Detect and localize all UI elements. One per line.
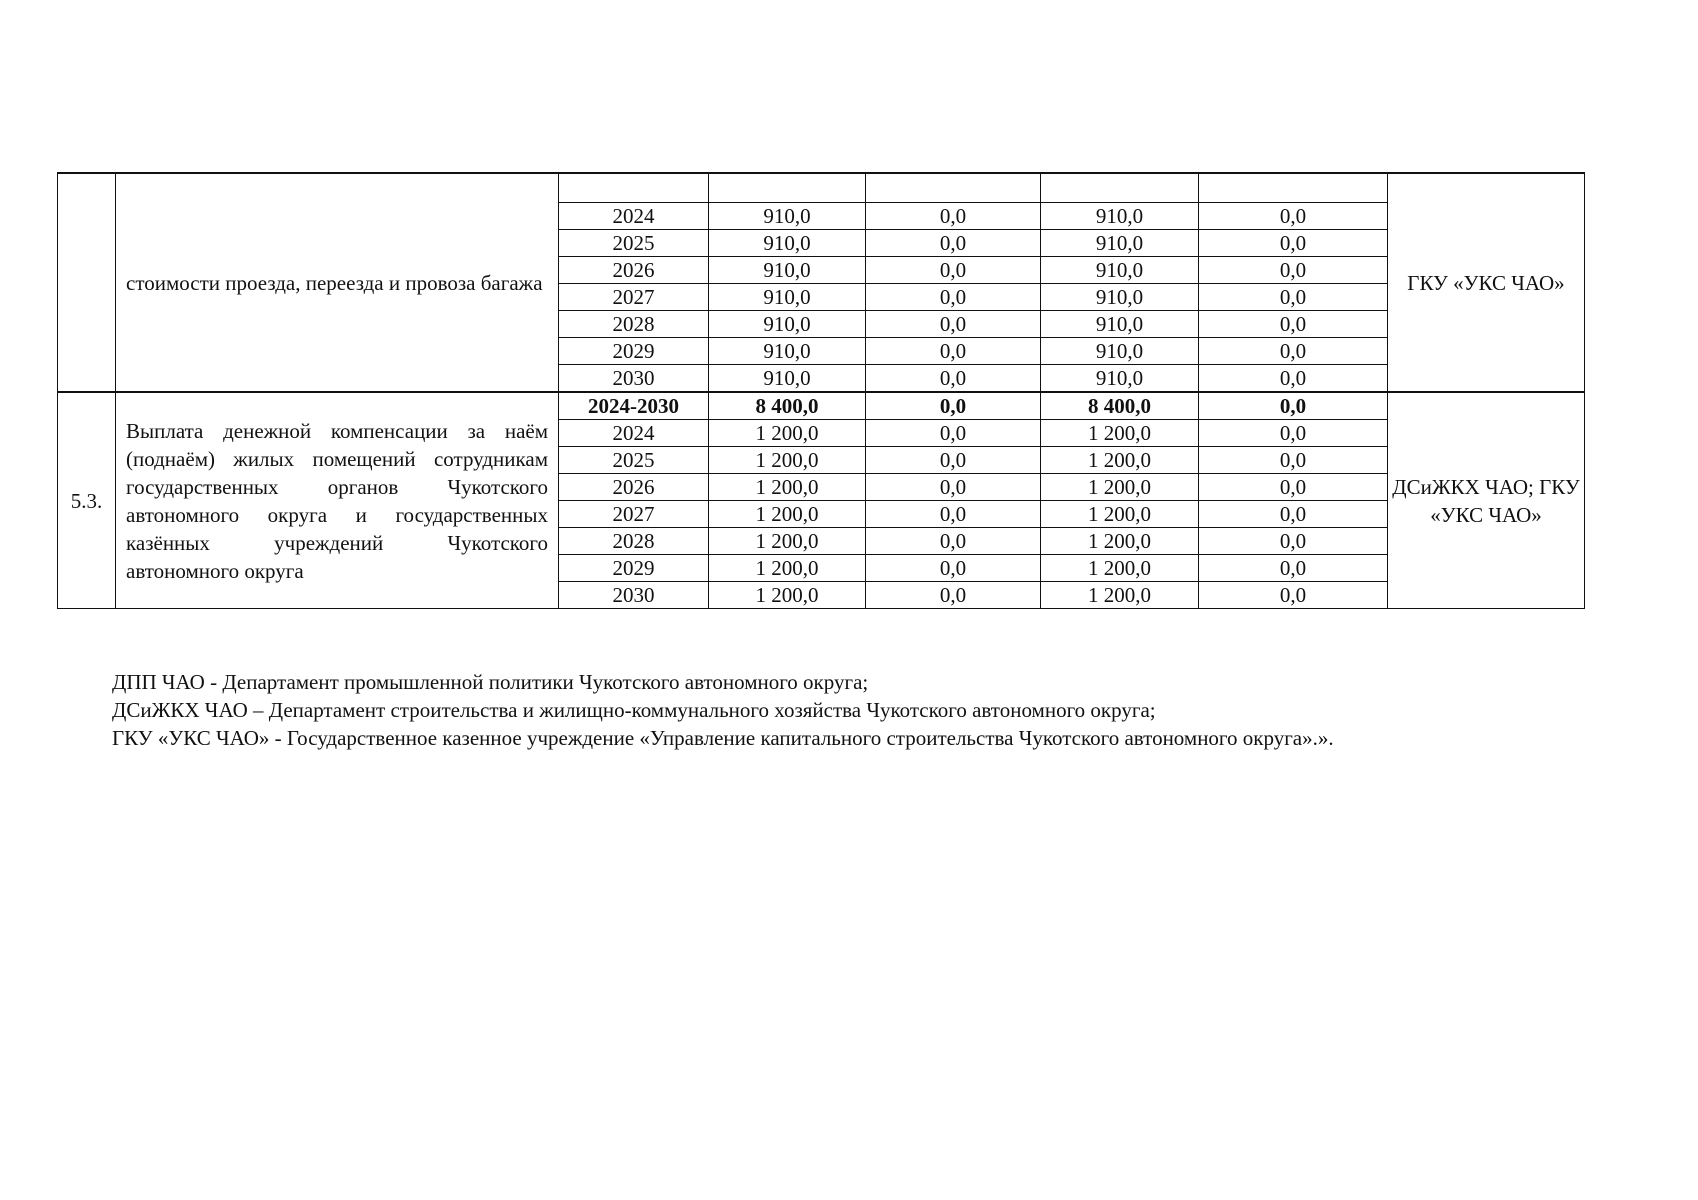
period-cell: 2024: [559, 203, 709, 230]
funding-cell: 0,0: [866, 420, 1041, 447]
total-cell: 1 200,0: [709, 474, 866, 501]
responsible-text: ДСиЖКХ ЧАО; ГКУ «УКС ЧАО»: [1392, 474, 1580, 527]
funding-cell: 0,0: [1199, 420, 1388, 447]
funding-cell: 0,0: [1199, 501, 1388, 528]
note-line: ДПП ЧАО - Департамент промышленной политики Чукотского автономного округа;: [112, 670, 869, 694]
funding-cell: 0,0: [1199, 257, 1388, 284]
responsible-text: ГКУ «УКС ЧАО»: [1407, 270, 1565, 295]
item-number: 5.3.: [70, 488, 103, 513]
period-cell: 2027: [559, 501, 709, 528]
table-row: [58, 392, 1585, 420]
funding-cell: 0,0: [866, 203, 1041, 230]
funding-cell: 0,0: [866, 257, 1041, 284]
total-cell: 910,0: [709, 365, 866, 393]
funding-cell: 0,0: [1199, 365, 1388, 393]
total-cell: [709, 173, 866, 203]
funding-cell: 910,0: [1041, 230, 1199, 257]
total-cell: 1 200,0: [709, 447, 866, 474]
period-cell: 2029: [559, 338, 709, 365]
period-cell: 2025: [559, 447, 709, 474]
funding-cell: 1 200,0: [1041, 474, 1199, 501]
funding-cell: 910,0: [1041, 203, 1199, 230]
item-number-cell: [58, 173, 116, 392]
total-cell: 1 200,0: [709, 555, 866, 582]
total-cell: 1 200,0: [709, 501, 866, 528]
responsible-cell: [1388, 173, 1585, 392]
period-cell: 2024-2030: [559, 392, 709, 420]
funding-cell: 910,0: [1041, 257, 1199, 284]
funding-cell: 0,0: [866, 338, 1041, 365]
total-cell: 1 200,0: [709, 528, 866, 555]
funding-cell: 1 200,0: [1041, 447, 1199, 474]
item-number-cell: [58, 392, 116, 609]
item-name-cell: [116, 392, 559, 609]
period-cell: 2030: [559, 365, 709, 393]
funding-cell: 0,0: [1199, 284, 1388, 311]
total-cell: 910,0: [709, 284, 866, 311]
total-cell: 910,0: [709, 203, 866, 230]
funding-cell: 0,0: [866, 474, 1041, 501]
funding-cell: 910,0: [1041, 284, 1199, 311]
funding-cell: 0,0: [866, 230, 1041, 257]
note-line: ГКУ «УКС ЧАО» - Государственное казенное учреждение «Управление капитального строительства Чукотского автономного округа».».: [112, 726, 1334, 750]
funding-cell: 0,0: [1199, 555, 1388, 582]
budget-table: [57, 172, 1585, 609]
funding-cell: 1 200,0: [1041, 528, 1199, 555]
funding-cell: 0,0: [866, 365, 1041, 393]
period-cell: [559, 173, 709, 203]
total-cell: 1 200,0: [709, 582, 866, 609]
funding-cell: 0,0: [1199, 528, 1388, 555]
funding-cell: 0,0: [866, 392, 1041, 420]
period-cell: 2026: [559, 474, 709, 501]
funding-cell: 0,0: [1199, 311, 1388, 338]
funding-cell: 0,0: [1199, 392, 1388, 420]
note-line: ДСиЖКХ ЧАО – Департамент строительства и жилищно-коммунального хозяйства Чукотского автономного округа;: [112, 698, 1156, 722]
item-name-cell: [116, 173, 559, 392]
funding-cell: 8 400,0: [1041, 392, 1199, 420]
funding-cell: 0,0: [866, 311, 1041, 338]
funding-cell: [1041, 173, 1199, 203]
funding-cell: 0,0: [1199, 582, 1388, 609]
period-cell: 2028: [559, 311, 709, 338]
funding-cell: 0,0: [1199, 447, 1388, 474]
funding-cell: 0,0: [866, 447, 1041, 474]
abbreviation-notes: [112, 668, 1334, 752]
period-cell: 2029: [559, 555, 709, 582]
funding-cell: 0,0: [866, 528, 1041, 555]
funding-cell: [866, 173, 1041, 203]
funding-cell: 910,0: [1041, 311, 1199, 338]
table-row: [58, 173, 1585, 203]
funding-cell: 0,0: [866, 501, 1041, 528]
funding-cell: 0,0: [1199, 474, 1388, 501]
funding-cell: 910,0: [1041, 338, 1199, 365]
funding-cell: 1 200,0: [1041, 555, 1199, 582]
period-cell: 2026: [559, 257, 709, 284]
period-cell: 2028: [559, 528, 709, 555]
funding-cell: 1 200,0: [1041, 582, 1199, 609]
funding-cell: 910,0: [1041, 365, 1199, 393]
funding-cell: [1199, 173, 1388, 203]
responsible-cell: [1388, 392, 1585, 609]
item-name: стоимости проезда, переезда и провоза багажа: [126, 270, 543, 295]
period-cell: 2030: [559, 582, 709, 609]
total-cell: 910,0: [709, 257, 866, 284]
period-cell: 2025: [559, 230, 709, 257]
total-cell: 910,0: [709, 338, 866, 365]
funding-cell: 0,0: [1199, 230, 1388, 257]
funding-cell: 0,0: [1199, 338, 1388, 365]
item-name: Выплата денежной компенсации за наём (поднаём) жилых помещений сотрудникам государственных органов Чукотского автономного округа и государственных казённых учреждений Чукотского автономного округа: [126, 418, 548, 583]
total-cell: 910,0: [709, 311, 866, 338]
funding-cell: 0,0: [866, 555, 1041, 582]
total-cell: 910,0: [709, 230, 866, 257]
total-cell: 1 200,0: [709, 420, 866, 447]
total-cell: 8 400,0: [709, 392, 866, 420]
period-cell: 2024: [559, 420, 709, 447]
period-cell: 2027: [559, 284, 709, 311]
funding-cell: 1 200,0: [1041, 501, 1199, 528]
funding-cell: 0,0: [866, 284, 1041, 311]
funding-cell: 1 200,0: [1041, 420, 1199, 447]
funding-cell: 0,0: [1199, 203, 1388, 230]
funding-cell: 0,0: [866, 582, 1041, 609]
